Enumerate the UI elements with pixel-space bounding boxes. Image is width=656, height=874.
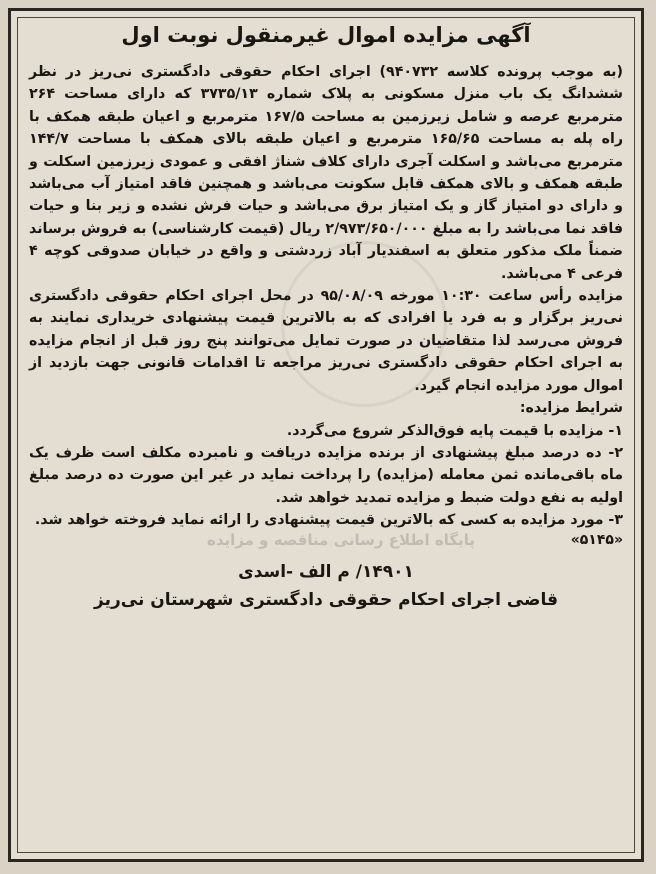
- watermark-text: پایگاه اطلاع رسانی مناقصه و مزایده: [207, 531, 475, 549]
- conditions-heading: شرایط مزایده:: [519, 400, 623, 417]
- condition-item-1: ۱- مزایده با قیمت پایه فوق‌الذکر شروع می‌گردد.: [286, 422, 623, 439]
- auction-details: مزایده رأس ساعت ۱۰:۳۰ مورخه ۹۵/۰۸/۰۹ در محل اجرای احکام حقوقی دادگستری نی‌ریز برگزار و به فرد یا افرادی که به بالاترین قیمت پیشنهادی خریداری نمایند به فروش می‌رسد لذا متقاضیان در صورت تمایل می‌توانند پنج روز قبل از انجام مزایده به اجرای احکام حقوقی دادگستری نی‌ریز مراجعه تا اقدامات قانونی جهت بازدید از اموال مورد مزایده انجام گیرد.: [29, 288, 623, 394]
- notice-content: [29, 23, 623, 849]
- condition-item-2: ۲- ده درصد مبلغ پیشنهادی از برنده مزایده دریافت و نامبرده مکلف است ظرف یک ماه باقی‌مانده ثمن معامله (مزایده) را پرداخت نماید در غیر این صورت ده درصد مبلغ اولیه به نفع دولت ضبط و مزایده تمدید خواهد شد.: [29, 444, 623, 506]
- notice-code: «۵۱۴۵»: [570, 531, 623, 548]
- notice-frame: [8, 8, 644, 862]
- notice-body: (به موجب پرونده کلاسه ۹۴۰۷۳۲) اجرای احکام حقوقی دادگستری نی‌ریز در نظر ششدانگ یک باب منزل مسکونی به پلاک شماره ۳۷۳۵/۱۳ که دارای مساحت ۲۶۴ مترمربع عرصه و شامل زیرزمین به مساحت ۱۶۷/۵ مترمربع و اعیان طبقه همکف با راه پله به مساحت ۱۶۵/۶۵ مترمربع و اعیان طبقه بالای همکف با مساحت ۱۴۴/۷ مترمربع می‌باشد و اسکلت آجری دارای کلاف شناژ افقی و عمودی زیرزمین اسکلت و طبقه همکف و بالای همکف قابل سکونت می‌باشد و همچنین فاقد امتیاز آب می‌باشد و دارای دو امتیاز گاز و یک امتیاز برق می‌باشد و حیات فرش نشده و زیر بنا و حیات فاقد نما می‌باشد را به مبلغ ۲/۹۷۳/۶۵۰/۰۰۰ ریال (قیمت کارشناسی) به فروش برساند ضمناً ملک مذکور متعلق به اسفندیار آباد زردشتی و واقع در خیابان صدوقی کوچه ۴ فرعی ۴ می‌باشد.: [29, 64, 624, 282]
- condition-item-3: ۳- مورد مزایده به کسی که بالاترین قیمت پیشنهادی را ارائه نماید فروخته خواهد شد.: [34, 512, 623, 529]
- reference-line: ۱۴۹۰۱/ م الف -اسدی: [238, 561, 414, 582]
- signature-line: قاضی اجرای احکام حقوقی دادگستری شهرستان نی‌ریز: [94, 589, 558, 610]
- notice-title: آگهی مزایده اموال غیرمنقول نوبت اول: [121, 23, 531, 47]
